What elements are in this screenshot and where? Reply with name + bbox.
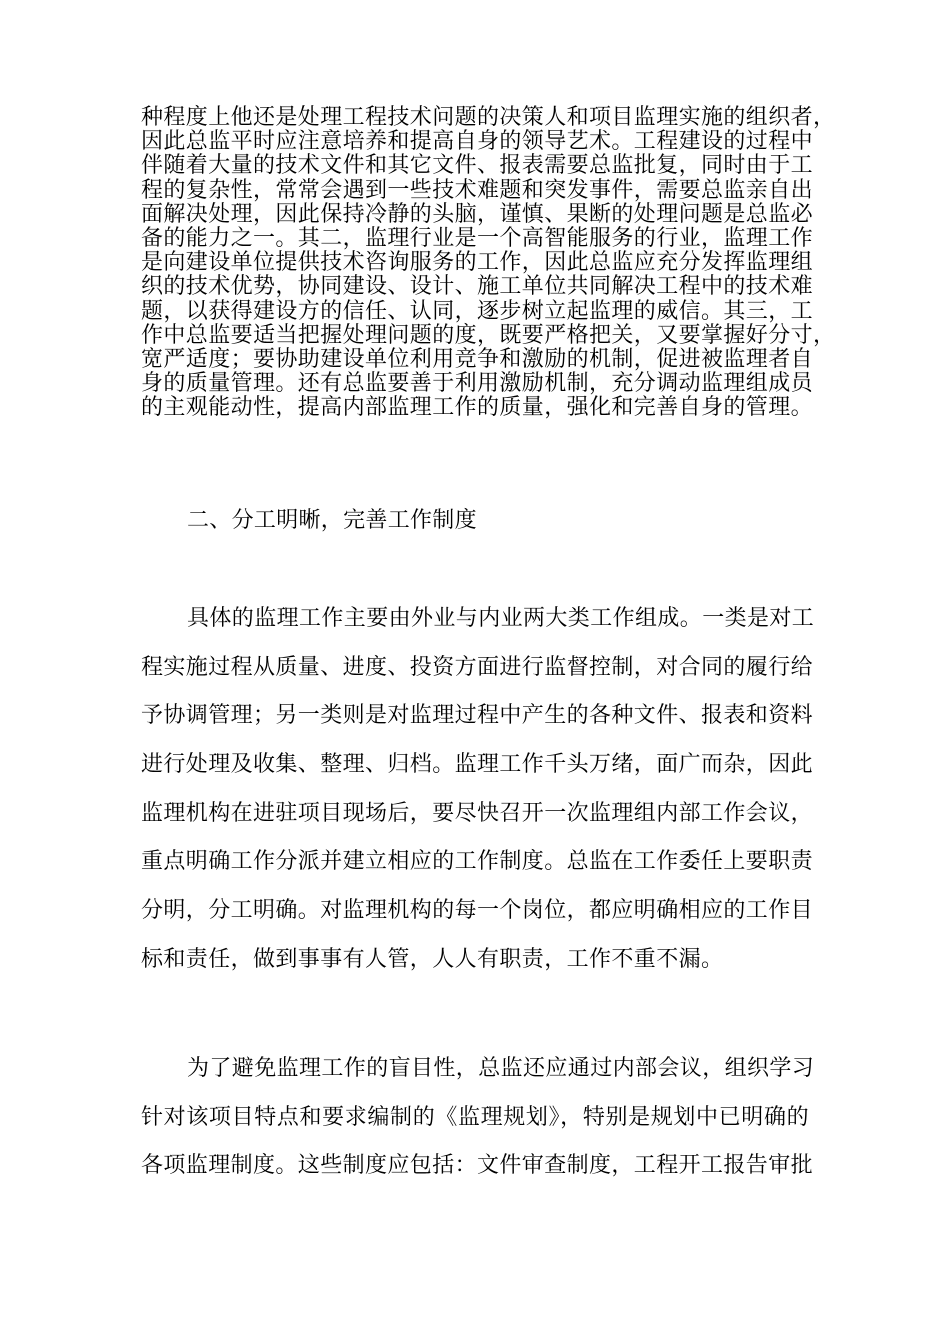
paragraph-line: 题，以获得建设方的信任、认同，逐步树立起监理的威信。其三，工 — [141, 298, 814, 324]
section-heading: 二、分工明晰，完善工作制度 — [187, 508, 477, 533]
paragraph-line: 标和责任，做到事事有人管，人人有职责，工作不重不漏。 — [141, 946, 724, 972]
paragraph-line: 针对该项目特点和要求编制的《监理规划》，特别是规划中已明确的 — [141, 1104, 809, 1130]
paragraph-line: 为了避免监理工作的盲目性，总监还应通过内部会议，组织学习 — [187, 1056, 815, 1081]
paragraph-line: 分明，分工明确。对监理机构的每一个岗位，都应明确相应的工作目 — [141, 898, 814, 924]
paragraph-line: 身的质量管理。还有总监要善于利用激励机制，充分调动监理组成员 — [141, 371, 814, 397]
paragraph-line: 程实施过程从质量、进度、投资方面进行监督控制，对合同的履行给 — [141, 654, 814, 680]
paragraph-line: 织的技术优势，协同建设、设计、施工单位共同解决工程中的技术难 — [141, 274, 814, 300]
paragraph-line: 种程度上他还是处理工程技术问题的决策人和项目监理实施的组织者， — [141, 105, 836, 130]
paragraph-line: 因此总监平时应注意培养和提高自身的领导艺术。工程建设的过程中 — [141, 129, 814, 155]
paragraph-leadership — [141, 105, 836, 421]
paragraph-line: 是向建设单位提供技术咨询服务的工作，因此总监应充分发挥监理组 — [141, 250, 814, 276]
paragraph-line: 各项监理制度。这些制度应包括：文件审查制度，工程开工报告审批 — [141, 1153, 814, 1179]
paragraph-line: 面解决处理，因此保持冷静的头脑，谨慎、果断的处理问题是总监必 — [141, 201, 814, 227]
paragraph-line: 作中总监要适当把握处理问题的度，既要严格把关，又要掌握好分寸， — [141, 322, 836, 348]
paragraph-line: 予协调管理；另一类则是对监理过程中产生的各种文件、报表和资料 — [141, 703, 814, 729]
paragraph-line: 宽严适度；要协助建设单位利用竞争和激励的机制，促进被监理者自 — [141, 346, 814, 372]
paragraph-planning — [141, 1054, 815, 1200]
paragraph-division-of-work — [141, 604, 815, 994]
paragraph-line: 备的能力之一。其二，监理行业是一个高智能服务的行业，监理工作 — [141, 225, 814, 251]
paragraph-line: 的主观能动性，提高内部监理工作的质量，强化和完善自身的管理。 — [141, 395, 814, 421]
paragraph-line: 重点明确工作分派并建立相应的工作制度。总监在工作委任上要职责 — [141, 849, 814, 875]
paragraph-line: 进行处理及收集、整理、归档。监理工作千头万绪，面广而杂，因此 — [141, 752, 814, 778]
paragraph-line: 监理机构在进驻项目现场后，要尽快召开一次监理组内部工作会议， — [141, 800, 814, 826]
paragraph-line: 具体的监理工作主要由外业与内业两大类工作组成。一类是对工 — [187, 606, 815, 631]
paragraph-line: 伴随着大量的技术文件和其它文件、报表需要总监批复，同时由于工 — [141, 153, 814, 179]
paragraph-line: 程的复杂性，常常会遇到一些技术难题和突发事件，需要总监亲自出 — [141, 177, 814, 203]
